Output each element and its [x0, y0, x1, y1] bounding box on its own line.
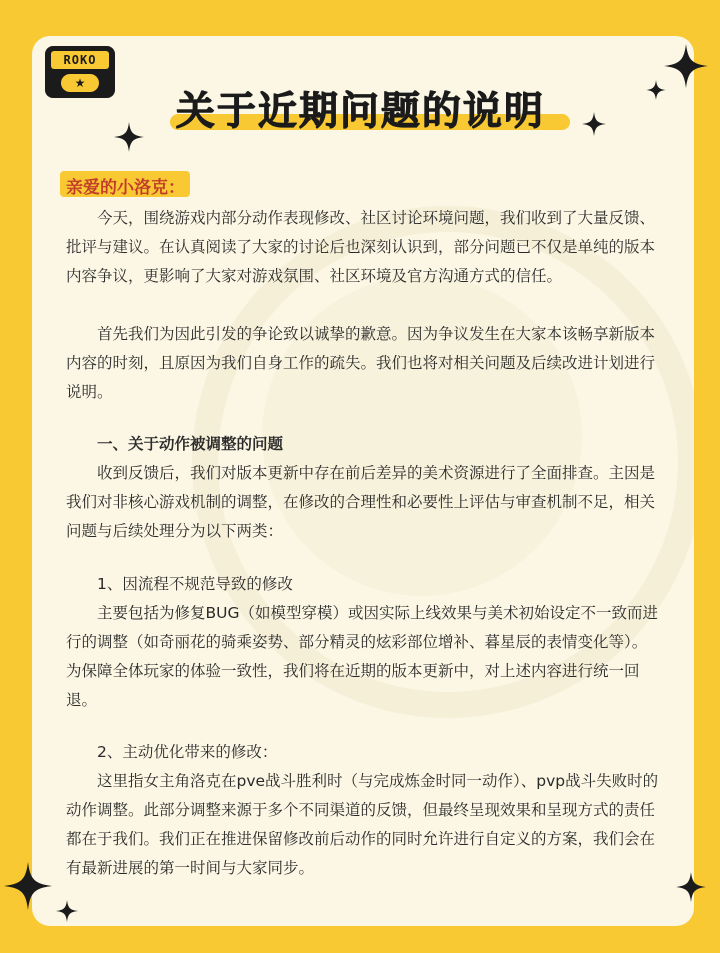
sparkle-star-icon — [582, 112, 606, 136]
paragraph-apology: 首先我们为因此引发的争论致以诚挚的歉意。因为争议发生在大家本该畅享新版本内容的时刻，且原因为我们自身工作的疏失。我们也将对相关问题及后续改进计划进行说明。 — [66, 325, 656, 401]
greeting: 亲爱的小洛克： — [66, 178, 185, 198]
sparkle-star-icon — [664, 44, 708, 88]
sparkle-star-icon — [676, 872, 706, 902]
sparkle-star-icon — [646, 80, 666, 100]
page-title: 关于近期问题的说明 — [175, 89, 545, 134]
section-body: 收到反馈后，我们对版本更新中存在前后差异的美术资源进行了全面排查。主因是我们对非核心游戏机制的调整，在修改的合理性和必要性上评估与审查机制不足，相关问题与后续处理分为以下两类： — [66, 464, 656, 540]
paragraph-intro: 今天，围绕游戏内部分动作表现修改、社区讨论环境问题，我们收到了大量反馈、批评与建议。在认真阅读了大家的讨论后也深刻认识到，部分问题已不仅是单纯的版本内容争议，更影响了大家对游戏氛围、社区环境及官方沟通方式的信任。 — [66, 209, 656, 285]
sparkle-star-icon — [56, 900, 78, 922]
item-body-2: 这里指女主角洛克在pve战斗胜利时（与完成炼金时同一动作）、pvp战斗失败时的动作调整。此部分调整来源于多个不同渠道的反馈，但最终呈现效果和呈现方式的责任都在于我们。我们正在推进保留修改前后动作的同时允许进行自定义的方案，我们会在有最新进展的第一时间与大家同步。 — [66, 772, 659, 877]
item-heading-1: 1、因流程不规范导致的修改 — [97, 575, 293, 593]
item-body-1: 主要包括为修复BUG（如模型穿模）或因实际上线效果与美术初始设定不一致而进行的调整（如奇丽花的骑乘姿势、部分精灵的炫彩部位增补、暮星辰的表情变化等）。为保障全体玩家的体验一致性，我们将在近期的版本更新中，对上述内容进行统一回退。 — [66, 604, 658, 709]
sparkle-star-icon — [114, 122, 144, 152]
sparkle-star-icon — [4, 862, 52, 910]
section-heading: 一、关于动作被调整的问题 — [97, 435, 284, 453]
logo-text: ROKO — [51, 51, 109, 69]
item-heading-2: 2、主动优化带来的修改： — [97, 743, 278, 761]
